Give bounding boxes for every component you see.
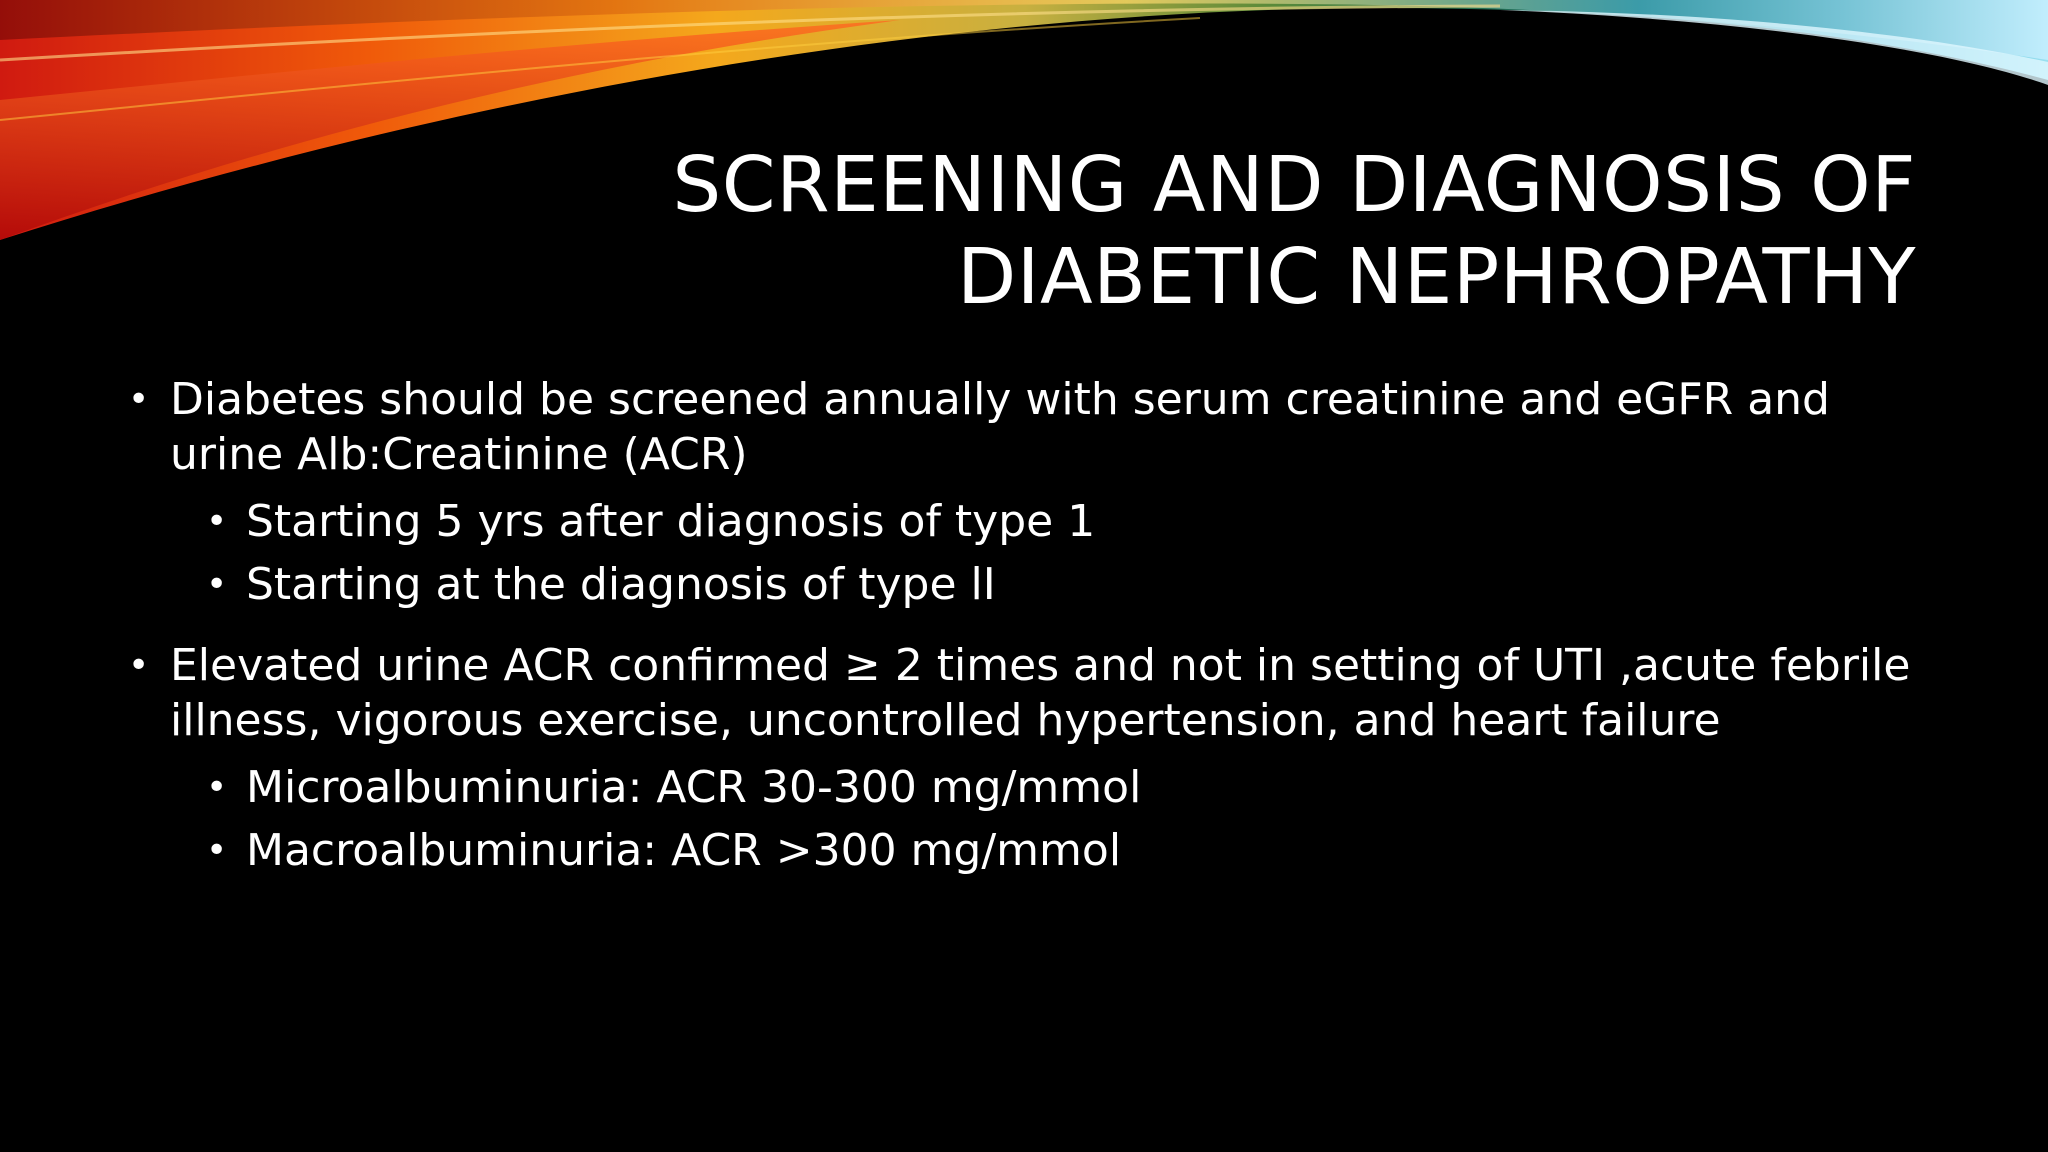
bullet-dot-icon: • bbox=[128, 645, 150, 686]
sub-bullet-list bbox=[128, 760, 1928, 878]
slide-title bbox=[416, 140, 1916, 324]
sub-bullet-text: Starting at the diagnosis of type lI bbox=[246, 559, 996, 610]
sub-bullet-list bbox=[128, 494, 1928, 612]
sub-bullet-item bbox=[206, 494, 1928, 549]
bullet-item bbox=[128, 638, 1928, 748]
sub-bullet-text: Microalbuminuria: ACR 30-300 mg/mmol bbox=[246, 762, 1142, 813]
bullet-item bbox=[128, 372, 1928, 482]
bullet-dot-icon: • bbox=[206, 501, 228, 542]
slide-title-line-1: SCREENING AND DIAGNOSIS OF bbox=[672, 141, 1916, 230]
slide-title-line-2: DIABETIC NEPHROPATHY bbox=[956, 233, 1916, 322]
sub-bullet-text: Macroalbuminuria: ACR >300 mg/mmol bbox=[246, 825, 1122, 876]
sub-bullet-item bbox=[206, 823, 1928, 878]
bullet-text: Elevated urine ACR confirmed ≥ 2 times and not in setting of UTI ,acute febrile illness, vigorous exercise, uncontrolled hypertension, and heart failure bbox=[170, 640, 1911, 746]
bullet-dot-icon: • bbox=[206, 564, 228, 605]
sub-bullet-item bbox=[206, 760, 1928, 815]
slide-body bbox=[128, 372, 1928, 904]
bullet-dot-icon: • bbox=[206, 767, 228, 808]
sub-bullet-item bbox=[206, 557, 1928, 612]
sub-bullet-text: Starting 5 yrs after diagnosis of type 1 bbox=[246, 496, 1096, 547]
bullet-dot-icon: • bbox=[128, 379, 150, 420]
bullet-dot-icon: • bbox=[206, 830, 228, 871]
bullet-text: Diabetes should be screened annually with serum creatinine and eGFR and urine Alb:Creatinine (ACR) bbox=[170, 374, 1830, 480]
